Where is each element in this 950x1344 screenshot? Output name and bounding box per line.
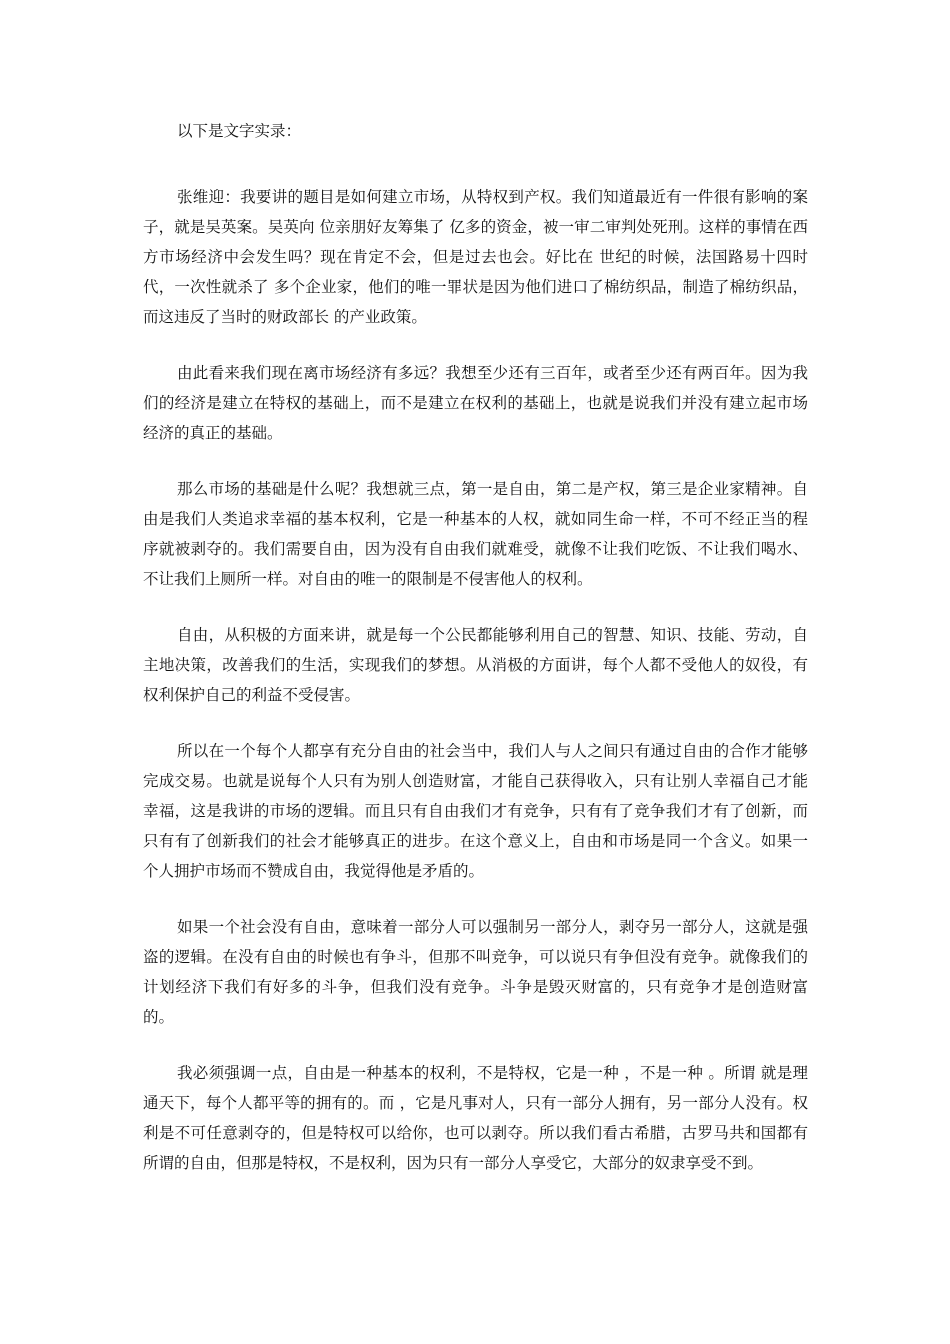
paragraph-3: 那么市场的基础是什么呢？我想就三点，第一是自由，第二是产权，第三是企业家精神。自由是我们人类追求幸福的基本权利，它是一种基本的人权，就如同生命一样，不可不经正当的程序就被剥夺的。我们需要自由，因为没有自由我们就难受，就像不让我们吃饭、不让我们喝水、不让我们上厕所一样。对自由的唯一的限制是不侵害他人的权利。 [143,480,808,588]
paragraph-4: 自由，从积极的方面来讲，就是每一个公民都能够利用自己的智慧、知识、技能、劳动，自主地决策，改善我们的生活，实现我们的梦想。从消极的方面讲，每个人都不受他人的奴役，有权利保护自己的利益不受侵害。 [143,626,808,704]
document-page [143,116,808,1204]
paragraph-6: 如果一个社会没有自由，意味着一部分人可以强制另一部分人，剥夺另一部分人，这就是强盗的逻辑。在没有自由的时候也有争斗，但那不叫竞争，可以说只有争但没有竞争。就像我们的计划经济下我们有好多的斗争，但我们没有竞争。斗争是毁灭财富的，只有竞争才是创造财富的。 [143,918,808,1026]
paragraph-7: 我必须强调一点，自由是一种基本的权利，不是特权，它是一种 ，不是一种 。所谓 就是理通天下，每个人都平等的拥有的。而 ，它是凡事对人，只有一部分人拥有，另一部分人没有。权利是不可任意剥夺的，但是特权可以给你，也可以剥夺。所以我们看古希腊，古罗马共和国都有所谓的自由，但那是特权，不是权利，因为只有一部分人享受它，大部分的奴隶享受不到。 [143,1064,808,1172]
paragraph-5: 所以在一个每个人都享有充分自由的社会当中，我们人与人之间只有通过自由的合作才能够完成交易。也就是说每个人只有为别人创造财富，才能自己获得收入，只有让别人幸福自己才能幸福，这是我讲的市场的逻辑。而且只有自由我们才有竞争，只有有了竞争我们才有了创新，而只有有了创新我们的社会才能够真正的进步。在这个意义上，自由和市场是同一个含义。如果一个人拥护市场而不赞成自由，我觉得他是矛盾的。 [143,742,808,880]
paragraph-2: 由此看来我们现在离市场经济有多远？我想至少还有三百年，或者至少还有两百年。因为我们的经济是建立在特权的基础上，而不是建立在权利的基础上，也就是说我们并没有建立起市场经济的真正的基础。 [143,364,808,442]
paragraph-1: 张维迎：我要讲的题目是如何建立市场，从特权到产权。我们知道最近有一件很有影响的案子，就是吴英案。吴英向 位亲朋好友筹集了 亿多的资金，被一审二审判处死刑。这样的事情在西方市场经济中会发生吗？现在肯定不会，但是过去也会。好比在 世纪的时候，法国路易十四时代，一次性就杀了 多个企业家，他们的唯一罪状是因为他们进口了棉纺织品，制造了棉纺织品，而这违反了当时的财政部长 的产业政策。 [143,188,808,326]
intro-line: 以下是文字实录： [177,122,302,140]
